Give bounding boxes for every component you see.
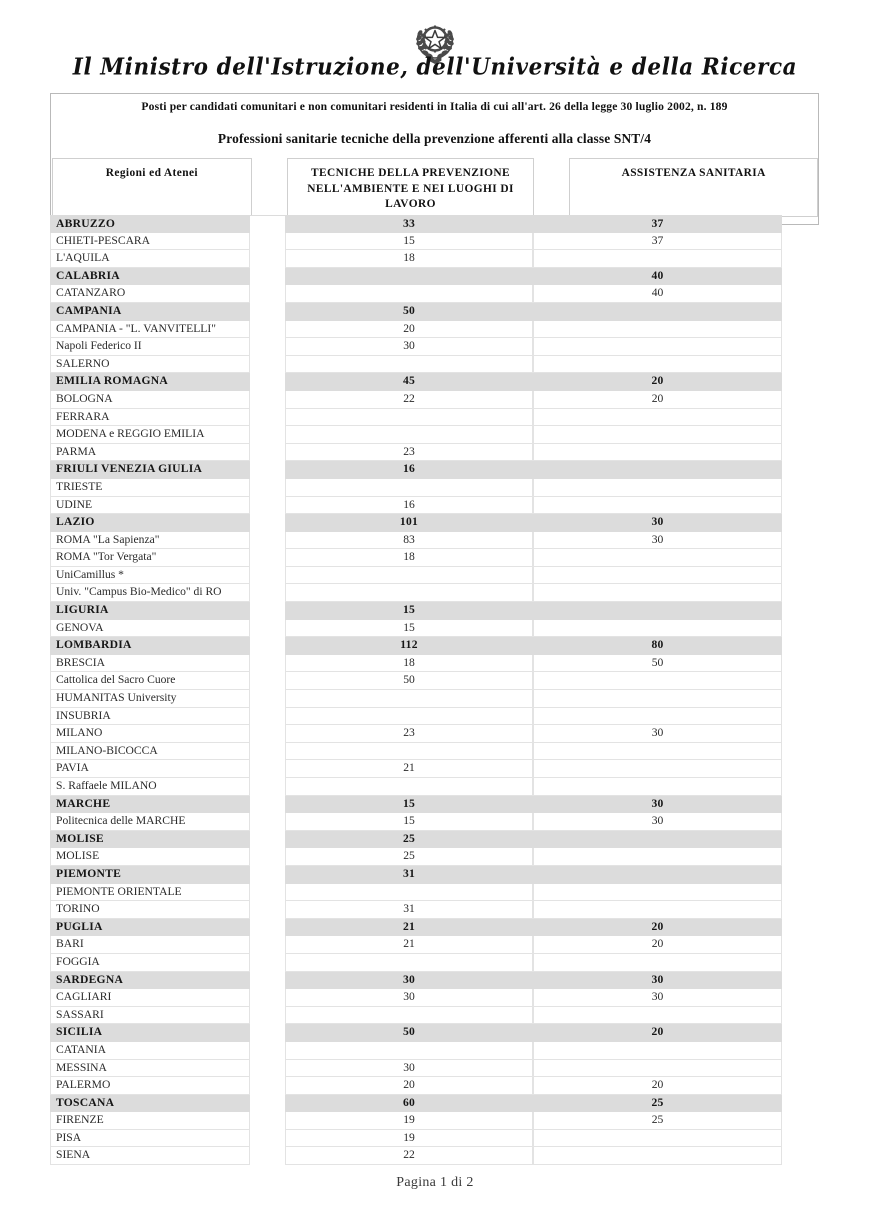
cell-spacer: [250, 250, 285, 268]
cell-regione-ateneo: FIRENZE: [50, 1112, 250, 1130]
cell-assistenza-sanitaria: 30: [533, 514, 782, 532]
cell-spacer: [250, 461, 285, 479]
cell-tecniche-prevenzione: 18: [285, 655, 533, 673]
cell-tecniche-prevenzione: 45: [285, 373, 533, 391]
cell-assistenza-sanitaria: [533, 321, 782, 339]
table-row-ateneo: [50, 1060, 819, 1078]
cell-regione-ateneo: TOSCANA: [50, 1095, 250, 1113]
cell-spacer: [250, 901, 285, 919]
cell-tecniche-prevenzione: 25: [285, 848, 533, 866]
cell-assistenza-sanitaria: [533, 461, 782, 479]
cell-tecniche-prevenzione: [285, 884, 533, 902]
cell-spacer: [250, 444, 285, 462]
cell-spacer: [250, 936, 285, 954]
table-row-ateneo: [50, 285, 819, 303]
table-row-region: [50, 637, 819, 655]
cell-assistenza-sanitaria: [533, 954, 782, 972]
cell-assistenza-sanitaria: 20: [533, 373, 782, 391]
cell-regione-ateneo: PIEMONTE ORIENTALE: [50, 884, 250, 902]
table-row-ateneo: [50, 532, 819, 550]
cell-regione-ateneo: SIENA: [50, 1147, 250, 1165]
cell-regione-ateneo: MOLISE: [50, 831, 250, 849]
cell-assistenza-sanitaria: [533, 690, 782, 708]
cell-regione-ateneo: ROMA "Tor Vergata": [50, 549, 250, 567]
table-row-region: [50, 215, 819, 233]
cell-spacer: [250, 796, 285, 814]
cell-spacer: [250, 215, 285, 233]
cell-regione-ateneo: PIEMONTE: [50, 866, 250, 884]
cell-assistenza-sanitaria: [533, 426, 782, 444]
cell-regione-ateneo: FERRARA: [50, 409, 250, 427]
cell-tecniche-prevenzione: 23: [285, 725, 533, 743]
cell-regione-ateneo: SICILIA: [50, 1024, 250, 1042]
cell-assistenza-sanitaria: 25: [533, 1095, 782, 1113]
table-column-headers: [51, 158, 818, 223]
table-row-ateneo: [50, 567, 819, 585]
cell-regione-ateneo: S. Raffaele MILANO: [50, 778, 250, 796]
table-row-ateneo: [50, 778, 819, 796]
cell-spacer: [250, 356, 285, 374]
cell-spacer: [250, 831, 285, 849]
cell-spacer: [250, 1060, 285, 1078]
cell-assistenza-sanitaria: 37: [533, 215, 782, 233]
cell-tecniche-prevenzione: 22: [285, 1147, 533, 1165]
cell-regione-ateneo: UniCamillus *: [50, 567, 250, 585]
table-row-region: [50, 461, 819, 479]
cell-tecniche-prevenzione: 50: [285, 303, 533, 321]
cell-tecniche-prevenzione: 30: [285, 338, 533, 356]
cell-regione-ateneo: CAGLIARI: [50, 989, 250, 1007]
cell-spacer: [250, 866, 285, 884]
cell-tecniche-prevenzione: 16: [285, 461, 533, 479]
cell-regione-ateneo: GENOVA: [50, 620, 250, 638]
cell-tecniche-prevenzione: 20: [285, 321, 533, 339]
table-row-ateneo: [50, 1147, 819, 1165]
table-row-ateneo: [50, 813, 819, 831]
cell-spacer: [250, 268, 285, 286]
cell-tecniche-prevenzione: 83: [285, 532, 533, 550]
cell-spacer: [250, 479, 285, 497]
cell-assistenza-sanitaria: [533, 602, 782, 620]
cell-assistenza-sanitaria: 37: [533, 233, 782, 251]
class-title: Professioni sanitarie tecniche della prevenzione afferenti alla classe SNT/4: [217, 131, 652, 147]
cell-tecniche-prevenzione: 15: [285, 602, 533, 620]
cell-tecniche-prevenzione: 22: [285, 391, 533, 409]
cell-assistenza-sanitaria: [533, 338, 782, 356]
table-row-ateneo: [50, 672, 819, 690]
cell-assistenza-sanitaria: [533, 760, 782, 778]
cell-assistenza-sanitaria: 30: [533, 972, 782, 990]
cell-tecniche-prevenzione: [285, 567, 533, 585]
cell-assistenza-sanitaria: 20: [533, 1024, 782, 1042]
table-row-ateneo: [50, 1112, 819, 1130]
cell-regione-ateneo: L'AQUILA: [50, 250, 250, 268]
cell-tecniche-prevenzione: [285, 690, 533, 708]
cell-tecniche-prevenzione: 18: [285, 549, 533, 567]
document-header-frame: [50, 93, 819, 225]
cell-assistenza-sanitaria: 20: [533, 391, 782, 409]
law-reference-subtitle: Posti per candidati comunitari e non comunitari residenti in Italia di cui all'art. 26 della legge 30 luglio 2002, n. 189: [141, 100, 728, 113]
cell-regione-ateneo: INSUBRIA: [50, 708, 250, 726]
column-header-assistenza-sanitaria: ASSISTENZA SANITARIA: [569, 158, 818, 216]
cell-spacer: [250, 321, 285, 339]
cell-regione-ateneo: CATANIA: [50, 1042, 250, 1060]
cell-spacer: [250, 285, 285, 303]
table-row-ateneo: [50, 233, 819, 251]
cell-tecniche-prevenzione: [285, 743, 533, 761]
data-table: [50, 215, 819, 1165]
cell-regione-ateneo: LIGURIA: [50, 602, 250, 620]
table-row-ateneo: [50, 426, 819, 444]
cell-regione-ateneo: CAMPANIA: [50, 303, 250, 321]
cell-spacer: [250, 338, 285, 356]
cell-assistenza-sanitaria: [533, 901, 782, 919]
cell-tecniche-prevenzione: 19: [285, 1112, 533, 1130]
table-row-ateneo: [50, 936, 819, 954]
cell-regione-ateneo: EMILIA ROMAGNA: [50, 373, 250, 391]
table-row-ateneo: [50, 1077, 819, 1095]
cell-spacer: [250, 848, 285, 866]
cell-regione-ateneo: FRIULI VENEZIA GIULIA: [50, 461, 250, 479]
table-row-ateneo: [50, 989, 819, 1007]
cell-assistenza-sanitaria: 40: [533, 285, 782, 303]
table-row-region: [50, 303, 819, 321]
cell-assistenza-sanitaria: 20: [533, 936, 782, 954]
cell-assistenza-sanitaria: [533, 778, 782, 796]
table-row-ateneo: [50, 250, 819, 268]
cell-tecniche-prevenzione: 21: [285, 919, 533, 937]
table-row-region: [50, 373, 819, 391]
cell-tecniche-prevenzione: [285, 285, 533, 303]
cell-assistenza-sanitaria: [533, 743, 782, 761]
table-row-region: [50, 796, 819, 814]
table-row-ateneo: [50, 391, 819, 409]
cell-regione-ateneo: MESSINA: [50, 1060, 250, 1078]
cell-tecniche-prevenzione: [285, 426, 533, 444]
cell-regione-ateneo: BARI: [50, 936, 250, 954]
cell-tecniche-prevenzione: 33: [285, 215, 533, 233]
cell-spacer: [250, 1024, 285, 1042]
table-row-ateneo: [50, 1007, 819, 1025]
cell-assistenza-sanitaria: [533, 1060, 782, 1078]
cell-tecniche-prevenzione: 20: [285, 1077, 533, 1095]
cell-regione-ateneo: TRIESTE: [50, 479, 250, 497]
cell-tecniche-prevenzione: [285, 584, 533, 602]
cell-assistenza-sanitaria: 30: [533, 989, 782, 1007]
cell-regione-ateneo: CALABRIA: [50, 268, 250, 286]
table-row-region: [50, 919, 819, 937]
cell-regione-ateneo: PUGLIA: [50, 919, 250, 937]
cell-assistenza-sanitaria: [533, 479, 782, 497]
cell-regione-ateneo: MODENA e REGGIO EMILIA: [50, 426, 250, 444]
cell-regione-ateneo: MILANO-BICOCCA: [50, 743, 250, 761]
cell-spacer: [250, 602, 285, 620]
cell-assistenza-sanitaria: [533, 708, 782, 726]
cell-spacer: [250, 303, 285, 321]
cell-regione-ateneo: ABRUZZO: [50, 215, 250, 233]
table-row-region: [50, 1024, 819, 1042]
cell-regione-ateneo: Politecnica delle MARCHE: [50, 813, 250, 831]
table-row-region: [50, 602, 819, 620]
cell-tecniche-prevenzione: 18: [285, 250, 533, 268]
table-row-ateneo: [50, 725, 819, 743]
cell-assistenza-sanitaria: [533, 1130, 782, 1148]
cell-spacer: [250, 1077, 285, 1095]
table-row-ateneo: [50, 690, 819, 708]
cell-tecniche-prevenzione: 15: [285, 233, 533, 251]
cell-assistenza-sanitaria: 30: [533, 532, 782, 550]
cell-assistenza-sanitaria: 80: [533, 637, 782, 655]
cell-tecniche-prevenzione: 31: [285, 901, 533, 919]
cell-spacer: [250, 672, 285, 690]
cell-tecniche-prevenzione: [285, 1042, 533, 1060]
cell-spacer: [250, 954, 285, 972]
ministry-heading: Il Ministro dell'Istruzione, dell'Università e della Ricerca: [72, 53, 798, 81]
cell-spacer: [250, 1042, 285, 1060]
cell-assistenza-sanitaria: 50: [533, 655, 782, 673]
table-row-region: [50, 831, 819, 849]
table-row-ateneo: [50, 338, 819, 356]
cell-regione-ateneo: CATANZARO: [50, 285, 250, 303]
table-row-ateneo: [50, 497, 819, 515]
cell-regione-ateneo: PAVIA: [50, 760, 250, 778]
cell-regione-ateneo: PARMA: [50, 444, 250, 462]
table-row-ateneo: [50, 954, 819, 972]
cell-assistenza-sanitaria: [533, 1042, 782, 1060]
cell-assistenza-sanitaria: [533, 831, 782, 849]
cell-regione-ateneo: BOLOGNA: [50, 391, 250, 409]
cell-tecniche-prevenzione: 112: [285, 637, 533, 655]
cell-regione-ateneo: FOGGIA: [50, 954, 250, 972]
cell-tecniche-prevenzione: 15: [285, 620, 533, 638]
cell-assistenza-sanitaria: 25: [533, 1112, 782, 1130]
cell-spacer: [250, 778, 285, 796]
table-row-ateneo: [50, 321, 819, 339]
column-header-tecniche-prevenzione: TECNICHE DELLA PREVENZIONE NELL'AMBIENTE E NEI LUOGHI DI LAVORO: [287, 158, 535, 216]
cell-spacer: [250, 567, 285, 585]
cell-assistenza-sanitaria: 30: [533, 725, 782, 743]
cell-regione-ateneo: ROMA "La Sapienza": [50, 532, 250, 550]
cell-spacer: [250, 514, 285, 532]
cell-assistenza-sanitaria: [533, 497, 782, 515]
table-row-region: [50, 866, 819, 884]
cell-assistenza-sanitaria: [533, 1007, 782, 1025]
cell-assistenza-sanitaria: [533, 303, 782, 321]
cell-spacer: [250, 584, 285, 602]
cell-tecniche-prevenzione: 30: [285, 972, 533, 990]
cell-regione-ateneo: SARDEGNA: [50, 972, 250, 990]
cell-spacer: [250, 497, 285, 515]
cell-spacer: [250, 1112, 285, 1130]
cell-spacer: [250, 743, 285, 761]
table-row-ateneo: [50, 708, 819, 726]
cell-spacer: [250, 549, 285, 567]
cell-regione-ateneo: Napoli Federico II: [50, 338, 250, 356]
cell-spacer: [250, 233, 285, 251]
cell-assistenza-sanitaria: [533, 584, 782, 602]
cell-spacer: [250, 426, 285, 444]
cell-regione-ateneo: HUMANITAS University: [50, 690, 250, 708]
cell-assistenza-sanitaria: 40: [533, 268, 782, 286]
pagination-label: Pagina 1 di 2: [396, 1175, 474, 1190]
table-row-ateneo: [50, 356, 819, 374]
cell-assistenza-sanitaria: [533, 444, 782, 462]
table-row-ateneo: [50, 1130, 819, 1148]
cell-tecniche-prevenzione: 30: [285, 989, 533, 1007]
table-row-ateneo: [50, 409, 819, 427]
cell-tecniche-prevenzione: 25: [285, 831, 533, 849]
cell-assistenza-sanitaria: [533, 1147, 782, 1165]
table-row-ateneo: [50, 655, 819, 673]
emblem-container: [0, 0, 870, 52]
cell-regione-ateneo: MOLISE: [50, 848, 250, 866]
cell-spacer: [250, 708, 285, 726]
cell-tecniche-prevenzione: 23: [285, 444, 533, 462]
cell-spacer: [250, 1147, 285, 1165]
cell-tecniche-prevenzione: [285, 778, 533, 796]
cell-regione-ateneo: SASSARI: [50, 1007, 250, 1025]
page-footer: [0, 1175, 870, 1191]
table-row-ateneo: [50, 444, 819, 462]
table-row-ateneo: [50, 760, 819, 778]
cell-spacer: [250, 620, 285, 638]
cell-spacer: [250, 690, 285, 708]
cell-regione-ateneo: SALERNO: [50, 356, 250, 374]
cell-assistenza-sanitaria: [533, 848, 782, 866]
cell-tecniche-prevenzione: 21: [285, 760, 533, 778]
column-header-regioni-atenei: Regioni ed Atenei: [52, 158, 252, 216]
cell-spacer: [250, 409, 285, 427]
table-row-ateneo: [50, 479, 819, 497]
cell-tecniche-prevenzione: 30: [285, 1060, 533, 1078]
cell-spacer: [250, 972, 285, 990]
cell-regione-ateneo: LAZIO: [50, 514, 250, 532]
cell-tecniche-prevenzione: [285, 479, 533, 497]
cell-spacer: [250, 637, 285, 655]
cell-tecniche-prevenzione: [285, 954, 533, 972]
table-row-ateneo: [50, 901, 819, 919]
table-row-ateneo: [50, 743, 819, 761]
column-gap: [252, 158, 287, 216]
cell-regione-ateneo: MILANO: [50, 725, 250, 743]
cell-regione-ateneo: LOMBARDIA: [50, 637, 250, 655]
cell-spacer: [250, 919, 285, 937]
cell-tecniche-prevenzione: 21: [285, 936, 533, 954]
cell-spacer: [250, 1007, 285, 1025]
cell-assistenza-sanitaria: 20: [533, 1077, 782, 1095]
cell-spacer: [250, 532, 285, 550]
table-row-region: [50, 1095, 819, 1113]
cell-regione-ateneo: CHIETI-PESCARA: [50, 233, 250, 251]
cell-assistenza-sanitaria: [533, 620, 782, 638]
cell-regione-ateneo: TORINO: [50, 901, 250, 919]
cell-spacer: [250, 1095, 285, 1113]
cell-spacer: [250, 373, 285, 391]
table-row-ateneo: [50, 549, 819, 567]
cell-tecniche-prevenzione: 50: [285, 1024, 533, 1042]
cell-tecniche-prevenzione: 15: [285, 796, 533, 814]
cell-spacer: [250, 725, 285, 743]
table-row-ateneo: [50, 1042, 819, 1060]
cell-tecniche-prevenzione: [285, 409, 533, 427]
cell-regione-ateneo: PISA: [50, 1130, 250, 1148]
cell-assistenza-sanitaria: [533, 567, 782, 585]
cell-regione-ateneo: PALERMO: [50, 1077, 250, 1095]
cell-regione-ateneo: Cattolica del Sacro Cuore: [50, 672, 250, 690]
cell-spacer: [250, 989, 285, 1007]
cell-tecniche-prevenzione: [285, 1007, 533, 1025]
cell-regione-ateneo: BRESCIA: [50, 655, 250, 673]
cell-tecniche-prevenzione: 31: [285, 866, 533, 884]
cell-assistenza-sanitaria: [533, 672, 782, 690]
cell-assistenza-sanitaria: [533, 250, 782, 268]
cell-regione-ateneo: MARCHE: [50, 796, 250, 814]
cell-assistenza-sanitaria: [533, 409, 782, 427]
cell-regione-ateneo: UDINE: [50, 497, 250, 515]
cell-tecniche-prevenzione: 19: [285, 1130, 533, 1148]
cell-tecniche-prevenzione: [285, 708, 533, 726]
cell-tecniche-prevenzione: [285, 356, 533, 374]
table-row-region: [50, 514, 819, 532]
table-row-ateneo: [50, 848, 819, 866]
cell-tecniche-prevenzione: 101: [285, 514, 533, 532]
cell-spacer: [250, 391, 285, 409]
cell-spacer: [250, 655, 285, 673]
cell-tecniche-prevenzione: 60: [285, 1095, 533, 1113]
cell-spacer: [250, 1130, 285, 1148]
cell-assistenza-sanitaria: 20: [533, 919, 782, 937]
cell-spacer: [250, 813, 285, 831]
cell-spacer: [250, 760, 285, 778]
cell-spacer: [250, 884, 285, 902]
cell-assistenza-sanitaria: [533, 866, 782, 884]
cell-tecniche-prevenzione: [285, 268, 533, 286]
cell-tecniche-prevenzione: 50: [285, 672, 533, 690]
cell-assistenza-sanitaria: [533, 884, 782, 902]
table-row-ateneo: [50, 620, 819, 638]
cell-regione-ateneo: Univ. "Campus Bio-Medico" di RO: [50, 584, 250, 602]
table-row-ateneo: [50, 584, 819, 602]
cell-assistenza-sanitaria: 30: [533, 796, 782, 814]
table-row-ateneo: [50, 884, 819, 902]
table-row-region: [50, 268, 819, 286]
cell-assistenza-sanitaria: 30: [533, 813, 782, 831]
cell-regione-ateneo: CAMPANIA - "L. VANVITELLI": [50, 321, 250, 339]
cell-assistenza-sanitaria: [533, 356, 782, 374]
cell-assistenza-sanitaria: [533, 549, 782, 567]
cell-tecniche-prevenzione: 16: [285, 497, 533, 515]
table-row-region: [50, 972, 819, 990]
cell-tecniche-prevenzione: 15: [285, 813, 533, 831]
